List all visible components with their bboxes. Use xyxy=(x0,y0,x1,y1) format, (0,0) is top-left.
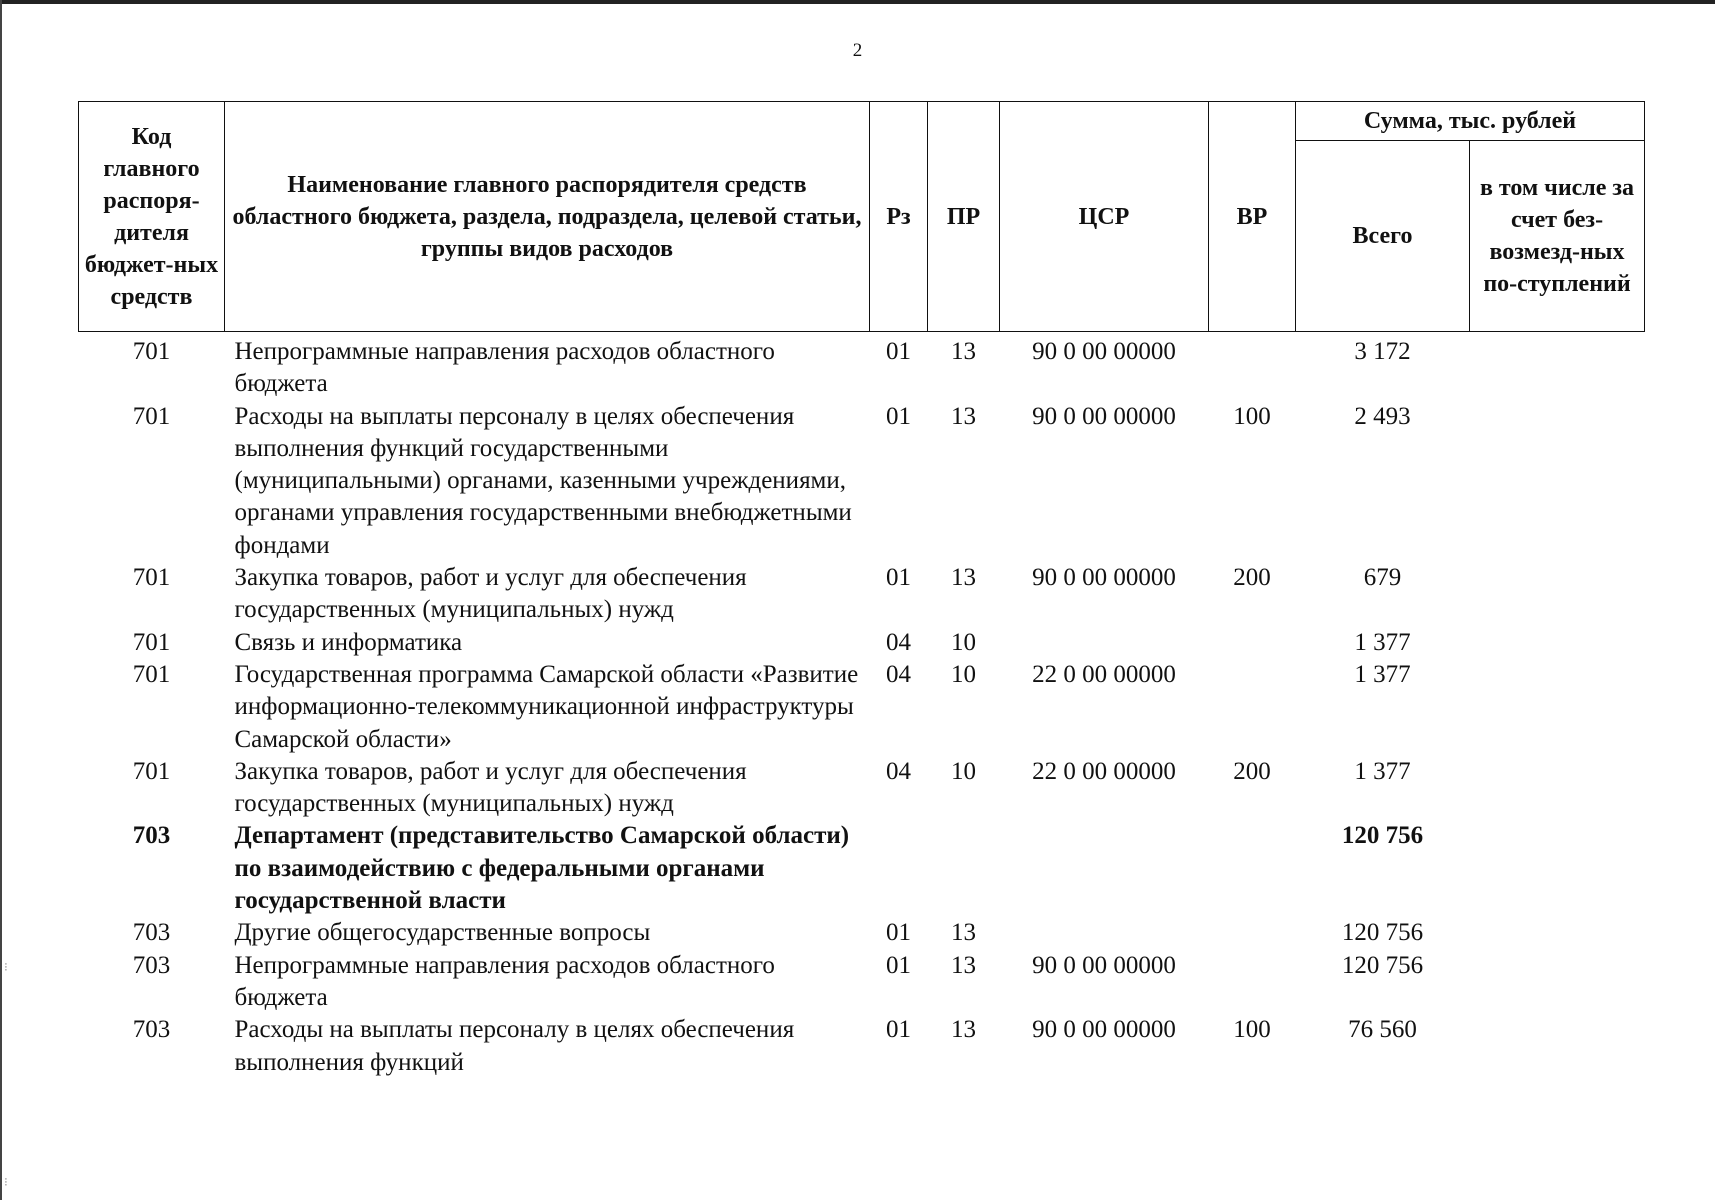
cell-name: Расходы на выплаты персоналу в целях обеспечения выполнения функций xyxy=(234,1016,795,1076)
cell-rz: 04 xyxy=(886,660,911,688)
cell-name: Связь и информатика xyxy=(234,628,463,656)
header-total: Всего xyxy=(1296,141,1470,332)
table-row xyxy=(79,562,1645,627)
header-csr: ЦСР xyxy=(1000,102,1209,332)
table-row xyxy=(79,332,1645,401)
cell-grants xyxy=(1470,627,1645,659)
header-pr: ПР xyxy=(928,102,1000,332)
header-rz: Рз xyxy=(870,102,928,332)
cell-total: 1 377 xyxy=(1354,628,1411,656)
cell-vr: 200 xyxy=(1233,564,1271,592)
cell-rz: 01 xyxy=(886,564,911,592)
scan-speck: ⁝ xyxy=(4,1175,8,1189)
cell-csr: 90 0 00 00000 xyxy=(1032,1016,1176,1044)
cell-pr: 13 xyxy=(951,564,976,592)
cell-grants xyxy=(1470,401,1645,562)
cell-pr: 10 xyxy=(951,757,976,785)
cell-csr: 22 0 00 00000 xyxy=(1032,660,1176,688)
cell-vr: 200 xyxy=(1233,757,1271,785)
cell-csr: 22 0 00 00000 xyxy=(1032,757,1176,785)
cell-code: 701 xyxy=(132,660,171,688)
left-border-line xyxy=(0,0,2,1200)
cell-csr xyxy=(1000,820,1209,917)
cell-code: 701 xyxy=(132,564,171,592)
cell-vr xyxy=(1209,917,1296,949)
cell-vr: 100 xyxy=(1233,402,1271,430)
cell-name: Непрограммные направления расходов областного бюджета xyxy=(234,338,775,398)
cell-pr: 13 xyxy=(951,1016,976,1044)
cell-total: 76 560 xyxy=(1348,1016,1417,1044)
scan-speck: ⁝ xyxy=(4,960,8,974)
cell-name: Другие общегосударственные вопросы xyxy=(234,919,651,947)
cell-pr: 13 xyxy=(951,919,976,947)
cell-code: 701 xyxy=(132,628,171,656)
header-name: Наименование главного распорядителя средств областного бюджета, раздела, подраздела, целевой статьи, группы видов расходов xyxy=(225,102,870,332)
cell-code: 703 xyxy=(132,919,171,947)
cell-total: 120 756 xyxy=(1341,919,1424,947)
cell-vr xyxy=(1209,820,1296,917)
cell-csr: 90 0 00 00000 xyxy=(1032,402,1176,430)
header-vr: ВР xyxy=(1209,102,1296,332)
cell-rz: 01 xyxy=(886,338,911,365)
table-row xyxy=(79,917,1645,949)
cell-grants xyxy=(1470,562,1645,627)
cell-csr: 90 0 00 00000 xyxy=(1032,564,1176,592)
cell-grants xyxy=(1470,756,1645,821)
cell-name: Закупка товаров, работ и услуг для обеспечения государственных (муниципальных) нужд xyxy=(234,564,747,624)
cell-vr xyxy=(1209,659,1296,756)
cell-vr xyxy=(1209,950,1296,1015)
cell-code: 701 xyxy=(132,757,171,785)
cell-grants xyxy=(1470,917,1645,949)
cell-csr: 90 0 00 00000 xyxy=(1032,951,1176,979)
cell-csr xyxy=(1000,917,1209,949)
cell-pr: 13 xyxy=(951,338,976,365)
table-row xyxy=(79,659,1645,756)
cell-vr: 100 xyxy=(1233,1016,1271,1044)
cell-vr xyxy=(1209,332,1296,401)
cell-name: Расходы на выплаты персоналу в целях обеспечения выполнения функций государственными (муниципальными) органами, казенными учреждениями, органами управления государственными внебюджетными фондами xyxy=(234,402,852,559)
cell-grants xyxy=(1470,332,1645,401)
cell-pr: 13 xyxy=(951,402,976,430)
cell-rz xyxy=(870,820,928,917)
cell-vr xyxy=(1209,627,1296,659)
cell-total: 120 756 xyxy=(1341,822,1424,850)
table-row xyxy=(79,627,1645,659)
cell-grants xyxy=(1470,950,1645,1015)
cell-total: 120 756 xyxy=(1341,951,1424,979)
cell-rz: 01 xyxy=(886,402,911,430)
table-row xyxy=(79,820,1645,917)
budget-table xyxy=(78,101,1645,1079)
page-number: 2 xyxy=(852,40,863,61)
cell-grants xyxy=(1470,1014,1645,1079)
cell-code: 703 xyxy=(132,822,171,850)
table-row xyxy=(79,401,1645,562)
cell-code: 703 xyxy=(132,951,171,979)
cell-total: 3 172 xyxy=(1354,338,1411,365)
cell-grants xyxy=(1470,659,1645,756)
cell-rz: 01 xyxy=(886,1016,911,1044)
cell-rz: 04 xyxy=(886,757,911,785)
table-body xyxy=(79,332,1645,1079)
cell-total: 679 xyxy=(1363,564,1402,592)
cell-total: 1 377 xyxy=(1354,660,1411,688)
cell-rz: 04 xyxy=(886,628,911,656)
header-code: Код главного распоря-дителя бюджет-ных средств xyxy=(79,102,225,332)
cell-rz: 01 xyxy=(886,919,911,947)
cell-rz: 01 xyxy=(886,951,911,979)
header-grants: в том числе за счет без-возмезд-ных по-ступлений xyxy=(1470,141,1645,332)
cell-name: Государственная программа Самарской области «Развитие информационно-телекоммуникационной инфраструктуры Самарской области» xyxy=(234,660,859,753)
header-sum-group: Сумма, тыс. рублей xyxy=(1296,102,1645,141)
cell-total: 2 493 xyxy=(1354,402,1411,430)
cell-name: Непрограммные направления расходов областного бюджета xyxy=(234,951,775,1011)
cell-pr: 13 xyxy=(951,951,976,979)
cell-code: 701 xyxy=(132,338,171,365)
top-border-line xyxy=(0,0,1715,4)
table-row xyxy=(79,1014,1645,1079)
table-row xyxy=(79,950,1645,1015)
cell-code: 701 xyxy=(132,402,171,430)
cell-pr: 10 xyxy=(951,628,976,656)
cell-pr: 10 xyxy=(951,660,976,688)
table-header xyxy=(79,102,1645,332)
cell-name: Департамент (представительство Самарской области) по взаимодействию с федеральными органами государственной власти xyxy=(234,822,850,915)
cell-grants xyxy=(1470,820,1645,917)
cell-total: 1 377 xyxy=(1354,757,1411,785)
table-row xyxy=(79,756,1645,821)
cell-pr xyxy=(928,820,1000,917)
cell-name: Закупка товаров, работ и услуг для обеспечения государственных (муниципальных) нужд xyxy=(234,757,747,818)
cell-csr xyxy=(1000,627,1209,659)
cell-code: 703 xyxy=(132,1016,171,1044)
cell-csr: 90 0 00 00000 xyxy=(1032,338,1176,365)
